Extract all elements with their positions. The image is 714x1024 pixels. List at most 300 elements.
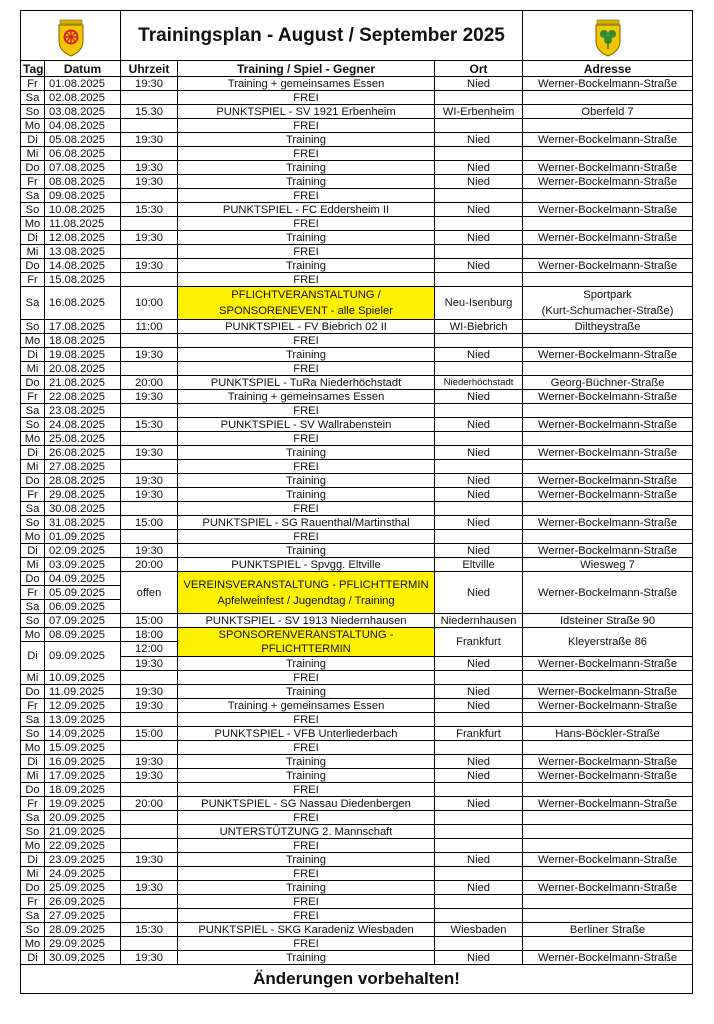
table-row <box>21 203 693 217</box>
day-cell: Di <box>21 231 45 245</box>
location-cell: Nied <box>435 853 523 867</box>
time-cell: 20:00 <box>121 376 178 390</box>
location-cell: Niederhöchstadt <box>435 376 523 390</box>
address-cell <box>523 502 693 516</box>
col-header-tag: Tag <box>21 61 45 77</box>
location-cell: Wiesbaden <box>435 923 523 937</box>
event-cell: PUNKTSPIEL - SV 1913 Niedernhausen <box>178 614 435 628</box>
location-cell: Nied <box>435 474 523 488</box>
event-cell: FREI <box>178 502 435 516</box>
day-cell: So <box>21 516 45 530</box>
table-row <box>21 811 693 825</box>
table-row <box>21 432 693 446</box>
event-cell: Training <box>178 161 435 175</box>
date-cell: 20.09.2025 <box>45 811 121 825</box>
table-row <box>21 77 693 91</box>
date-cell: 09.08.2025 <box>45 189 121 203</box>
address-line2: (Kurt-Schumacher-Straße) <box>541 305 674 317</box>
date-cell: 10.08.2025 <box>45 203 121 217</box>
date-cell: 05.08.2025 <box>45 133 121 147</box>
location-cell <box>435 273 523 287</box>
date-cell: 23.09.2025 <box>45 853 121 867</box>
address-cell <box>523 825 693 839</box>
location-cell: Nied <box>435 418 523 432</box>
day-cell: Mo <box>21 937 45 951</box>
day-cell: Di <box>21 853 45 867</box>
address-cell <box>523 245 693 259</box>
table-row <box>21 797 693 811</box>
table-row-sponsorenveranstaltung <box>21 628 693 642</box>
date-cell: 24.09.2025 <box>45 867 121 881</box>
event-cell: FREI <box>178 895 435 909</box>
time-cell <box>121 245 178 259</box>
location-cell: Nied <box>435 881 523 895</box>
table-row <box>21 516 693 530</box>
day-cell: Mi <box>21 769 45 783</box>
date-cell: 04.09.2025 <box>45 572 121 586</box>
table-row <box>21 951 693 965</box>
event-cell: FREI <box>178 811 435 825</box>
event-cell: PUNKTSPIEL - FV Biebrich 02 II <box>178 320 435 334</box>
table-row <box>21 544 693 558</box>
address-cell <box>523 867 693 881</box>
event-line1: PFLICHTVERANSTALTUNG / <box>231 289 381 301</box>
day-cell: Mi <box>21 245 45 259</box>
date-cell: 17.08.2025 <box>45 320 121 334</box>
address-cell: Werner-Bockelmann-Straße <box>523 657 693 671</box>
location-cell: Nied <box>435 259 523 273</box>
event-cell: FREI <box>178 783 435 797</box>
location-cell: Nied <box>435 516 523 530</box>
time-cell: 19:30 <box>121 390 178 404</box>
date-cell: 07.08.2025 <box>45 161 121 175</box>
time-cell: 19:30 <box>121 699 178 713</box>
time-cell: 19:30 <box>121 446 178 460</box>
date-cell: 29.09.2025 <box>45 937 121 951</box>
event-cell: Training <box>178 685 435 699</box>
table-row <box>21 446 693 460</box>
event-cell: Training <box>178 488 435 502</box>
time-cell: 15:00 <box>121 516 178 530</box>
day-cell: Sa <box>21 189 45 203</box>
location-cell <box>435 811 523 825</box>
address-cell: Werner-Bockelmann-Straße <box>523 685 693 699</box>
day-cell: Mi <box>21 671 45 685</box>
location-cell: Nied <box>435 769 523 783</box>
time-cell <box>121 91 178 105</box>
event-cell: PUNKTSPIEL - Spvgg. Eltville <box>178 558 435 572</box>
address-cell: Werner-Bockelmann-Straße <box>523 853 693 867</box>
table-row <box>21 390 693 404</box>
location-cell: Nied <box>435 699 523 713</box>
day-cell: Mo <box>21 432 45 446</box>
col-header-adresse: Adresse <box>523 61 693 77</box>
time-cell: 19:30 <box>121 161 178 175</box>
time-cell: 19:30 <box>121 657 178 671</box>
event-cell: Training <box>178 446 435 460</box>
event-cell: Training <box>178 544 435 558</box>
time-cell <box>121 825 178 839</box>
table-row <box>21 259 693 273</box>
day-cell: Sa <box>21 91 45 105</box>
event-cell: FREI <box>178 245 435 259</box>
time-cell <box>121 530 178 544</box>
date-cell: 02.09.2025 <box>45 544 121 558</box>
location-cell: Nied <box>435 231 523 245</box>
date-cell: 27.08.2025 <box>45 460 121 474</box>
day-cell: Mo <box>21 628 45 642</box>
date-cell: 24.08.2025 <box>45 418 121 432</box>
time-cell: 19:30 <box>121 348 178 362</box>
table-row <box>21 530 693 544</box>
table-row <box>21 909 693 923</box>
event-line1: SPONSORENVERANSTALTUNG - <box>218 629 394 641</box>
table-row <box>21 741 693 755</box>
table-row <box>21 895 693 909</box>
address-cell <box>523 909 693 923</box>
address-cell <box>523 811 693 825</box>
time-cell <box>121 867 178 881</box>
table-row <box>21 867 693 881</box>
location-cell <box>435 502 523 516</box>
date-cell: 25.09.2025 <box>45 881 121 895</box>
date-cell: 10.09.2025 <box>45 671 121 685</box>
location-cell: Nied <box>435 175 523 189</box>
date-cell: 03.08.2025 <box>45 105 121 119</box>
day-cell: Sa <box>21 502 45 516</box>
table-row <box>21 362 693 376</box>
day-cell: Fr <box>21 390 45 404</box>
date-cell: 15.08.2025 <box>45 273 121 287</box>
date-cell: 12.08.2025 <box>45 231 121 245</box>
day-cell: Sa <box>21 713 45 727</box>
date-cell: 26.08.2025 <box>45 446 121 460</box>
table-row <box>21 460 693 474</box>
table-row <box>21 418 693 432</box>
event-cell: Training <box>178 175 435 189</box>
date-cell: 11.08.2025 <box>45 217 121 231</box>
address-cell: Werner-Bockelmann-Straße <box>523 161 693 175</box>
col-header-ort: Ort <box>435 61 523 77</box>
date-cell: 26.09.2025 <box>45 895 121 909</box>
address-cell: Werner-Bockelmann-Straße <box>523 418 693 432</box>
day-cell: Mi <box>21 460 45 474</box>
address-cell: Georg-Büchner-Straße <box>523 376 693 390</box>
address-cell: Werner-Bockelmann-Straße <box>523 348 693 362</box>
date-cell: 14.09.2025 <box>45 727 121 741</box>
day-cell: Mo <box>21 217 45 231</box>
event-cell: Training <box>178 348 435 362</box>
day-cell: Mi <box>21 147 45 161</box>
location-cell <box>435 741 523 755</box>
day-cell: Do <box>21 161 45 175</box>
date-cell: 08.09.2025 <box>45 628 121 642</box>
address-cell: Berliner Straße <box>523 923 693 937</box>
date-cell: 05.09.2025 <box>45 586 121 600</box>
day-cell: Do <box>21 474 45 488</box>
event-cell-highlight <box>178 287 435 320</box>
table-row <box>21 769 693 783</box>
table-row <box>21 825 693 839</box>
schedule-table <box>20 10 693 994</box>
location-cell <box>435 432 523 446</box>
time-cell <box>121 119 178 133</box>
time-cell <box>121 783 178 797</box>
event-cell: Training <box>178 755 435 769</box>
day-cell: Sa <box>21 287 45 320</box>
location-cell <box>435 783 523 797</box>
address-cell <box>523 287 693 320</box>
address-cell: Oberfeld 7 <box>523 105 693 119</box>
date-cell: 13.09.2025 <box>45 713 121 727</box>
address-cell: Idsteiner Straße 90 <box>523 614 693 628</box>
date-cell: 15.09.2025 <box>45 741 121 755</box>
time-cell: 19:30 <box>121 951 178 965</box>
address-cell: Werner-Bockelmann-Straße <box>523 881 693 895</box>
date-cell: 01.08.2025 <box>45 77 121 91</box>
event-cell: FREI <box>178 460 435 474</box>
table-row <box>21 320 693 334</box>
table-row <box>21 119 693 133</box>
day-cell: Mi <box>21 362 45 376</box>
time-cell: 19:30 <box>121 133 178 147</box>
location-cell <box>435 362 523 376</box>
club-crest-right-icon <box>593 19 623 57</box>
table-row <box>21 161 693 175</box>
address-line1: Sportpark <box>583 289 632 301</box>
location-cell: Nied <box>435 572 523 614</box>
address-cell <box>523 713 693 727</box>
date-cell: 11.09.2025 <box>45 685 121 699</box>
date-cell: 03.09.2025 <box>45 558 121 572</box>
address-cell <box>523 741 693 755</box>
time-cell <box>121 502 178 516</box>
location-cell <box>435 404 523 418</box>
location-cell: Nied <box>435 77 523 91</box>
day-cell: Di <box>21 642 45 671</box>
location-cell <box>435 334 523 348</box>
footer-note: Änderungen vorbehalten! <box>21 965 693 994</box>
address-cell: Werner-Bockelmann-Straße <box>523 755 693 769</box>
address-cell: Werner-Bockelmann-Straße <box>523 390 693 404</box>
table-row <box>21 175 693 189</box>
address-cell: Werner-Bockelmann-Straße <box>523 175 693 189</box>
event-cell: FREI <box>178 867 435 881</box>
column-header-row <box>21 61 693 77</box>
table-row <box>21 671 693 685</box>
location-cell: Nied <box>435 797 523 811</box>
address-cell: Werner-Bockelmann-Straße <box>523 572 693 614</box>
date-cell: 22.09.2025 <box>45 839 121 853</box>
address-cell: Werner-Bockelmann-Straße <box>523 133 693 147</box>
time-cell: 19:30 <box>121 853 178 867</box>
day-cell: Fr <box>21 488 45 502</box>
event-cell: PUNKTSPIEL - SKG Karadeniz Wiesbaden <box>178 923 435 937</box>
table-row <box>21 713 693 727</box>
time-cell: offen <box>121 572 178 614</box>
event-cell: Training <box>178 259 435 273</box>
time-cell <box>121 147 178 161</box>
location-cell: Nied <box>435 657 523 671</box>
date-cell: 06.08.2025 <box>45 147 121 161</box>
day-cell: Do <box>21 376 45 390</box>
event-cell: FREI <box>178 530 435 544</box>
address-cell <box>523 460 693 474</box>
date-cell: 19.08.2025 <box>45 348 121 362</box>
date-cell: 30.08.2025 <box>45 502 121 516</box>
event-cell: FREI <box>178 909 435 923</box>
address-cell <box>523 895 693 909</box>
event-cell: PUNKTSPIEL - SV 1921 Erbenheim <box>178 105 435 119</box>
day-cell: So <box>21 614 45 628</box>
time-cell: 19:30 <box>121 755 178 769</box>
location-cell <box>435 217 523 231</box>
event-cell: Training + gemeinsames Essen <box>178 77 435 91</box>
time-cell: 15:30 <box>121 203 178 217</box>
event-cell: FREI <box>178 839 435 853</box>
day-cell: Mo <box>21 334 45 348</box>
table-row <box>21 245 693 259</box>
address-cell: Werner-Bockelmann-Straße <box>523 203 693 217</box>
event-cell: FREI <box>178 937 435 951</box>
event-cell: FREI <box>178 147 435 161</box>
address-cell <box>523 362 693 376</box>
table-row <box>21 558 693 572</box>
table-row <box>21 502 693 516</box>
time-cell <box>121 432 178 446</box>
day-cell: Mi <box>21 558 45 572</box>
event-cell: Training <box>178 474 435 488</box>
event-cell: Training + gemeinsames Essen <box>178 699 435 713</box>
logo-left-cell <box>21 11 121 61</box>
date-cell: 07.09.2025 <box>45 614 121 628</box>
event-cell: Training <box>178 657 435 671</box>
table-row <box>21 881 693 895</box>
table-row <box>21 334 693 348</box>
location-cell: Niedernhausen <box>435 614 523 628</box>
table-row <box>21 839 693 853</box>
day-cell: Mo <box>21 530 45 544</box>
address-cell: Hans-Böckler-Straße <box>523 727 693 741</box>
date-cell: 29.08.2025 <box>45 488 121 502</box>
date-cell: 17.09.2025 <box>45 769 121 783</box>
time-cell: 11:00 <box>121 320 178 334</box>
location-cell: Nied <box>435 133 523 147</box>
event-cell-highlight <box>178 628 435 657</box>
location-cell <box>435 245 523 259</box>
address-cell <box>523 119 693 133</box>
day-cell: So <box>21 203 45 217</box>
date-cell: 22.08.2025 <box>45 390 121 404</box>
location-cell: Frankfurt <box>435 727 523 741</box>
day-cell: Sa <box>21 600 45 614</box>
address-cell <box>523 839 693 853</box>
location-cell: Nied <box>435 390 523 404</box>
time-cell: 12:00 <box>121 642 178 657</box>
table-row <box>21 699 693 713</box>
event-line2: SPONSORENEVENT - alle Spieler <box>219 305 393 317</box>
day-cell: Fr <box>21 895 45 909</box>
table-row <box>21 474 693 488</box>
event-cell: Training <box>178 853 435 867</box>
location-cell: WI-Erbenheim <box>435 105 523 119</box>
time-cell <box>121 362 178 376</box>
location-cell: Nied <box>435 488 523 502</box>
address-cell <box>523 432 693 446</box>
event-cell: FREI <box>178 404 435 418</box>
date-cell: 25.08.2025 <box>45 432 121 446</box>
date-cell: 23.08.2025 <box>45 404 121 418</box>
time-cell: 19:30 <box>121 881 178 895</box>
location-cell <box>435 671 523 685</box>
event-line2: Apfelweinfest / Jugendtag / Training <box>217 594 395 607</box>
time-cell: 20:00 <box>121 797 178 811</box>
event-cell: FREI <box>178 713 435 727</box>
date-cell: 28.08.2025 <box>45 474 121 488</box>
table-row <box>21 348 693 362</box>
date-cell: 19.09.2025 <box>45 797 121 811</box>
event-cell: FREI <box>178 741 435 755</box>
date-cell: 21.09.2025 <box>45 825 121 839</box>
address-cell <box>523 404 693 418</box>
address-cell <box>523 937 693 951</box>
time-cell: 19:30 <box>121 77 178 91</box>
location-cell <box>435 895 523 909</box>
time-cell: 19:30 <box>121 259 178 273</box>
date-cell: 20.08.2025 <box>45 362 121 376</box>
event-cell: Training <box>178 231 435 245</box>
time-cell: 19:30 <box>121 544 178 558</box>
event-cell: FREI <box>178 217 435 231</box>
address-cell: Werner-Bockelmann-Straße <box>523 951 693 965</box>
event-cell: Training <box>178 769 435 783</box>
table-row <box>21 376 693 390</box>
location-cell: Nied <box>435 755 523 769</box>
schedule-sheet <box>20 10 692 994</box>
day-cell: So <box>21 727 45 741</box>
event-cell: Training + gemeinsames Essen <box>178 390 435 404</box>
table-row <box>21 937 693 951</box>
time-cell: 15:30 <box>121 923 178 937</box>
time-cell: 15.30 <box>121 105 178 119</box>
location-cell <box>435 713 523 727</box>
address-cell: Werner-Bockelmann-Straße <box>523 474 693 488</box>
time-cell <box>121 273 178 287</box>
time-cell <box>121 671 178 685</box>
time-cell: 19:30 <box>121 685 178 699</box>
table-row <box>21 727 693 741</box>
table-row <box>21 488 693 502</box>
footer-row <box>21 965 693 994</box>
time-cell: 15:00 <box>121 614 178 628</box>
event-cell: FREI <box>178 671 435 685</box>
time-cell <box>121 189 178 203</box>
date-cell: 09.09.2025 <box>45 642 121 671</box>
day-cell: Do <box>21 259 45 273</box>
day-cell: Mi <box>21 867 45 881</box>
location-cell <box>435 937 523 951</box>
event-cell: PUNKTSPIEL - FC Eddersheim II <box>178 203 435 217</box>
day-cell: So <box>21 923 45 937</box>
table-row <box>21 755 693 769</box>
date-cell: 12.09.2025 <box>45 699 121 713</box>
event-cell-highlight <box>178 572 435 614</box>
table-row <box>21 685 693 699</box>
location-cell: Eltville <box>435 558 523 572</box>
day-cell: Fr <box>21 797 45 811</box>
page-title: Trainingsplan - August / September 2025 <box>121 11 523 61</box>
event-cell: Training <box>178 951 435 965</box>
